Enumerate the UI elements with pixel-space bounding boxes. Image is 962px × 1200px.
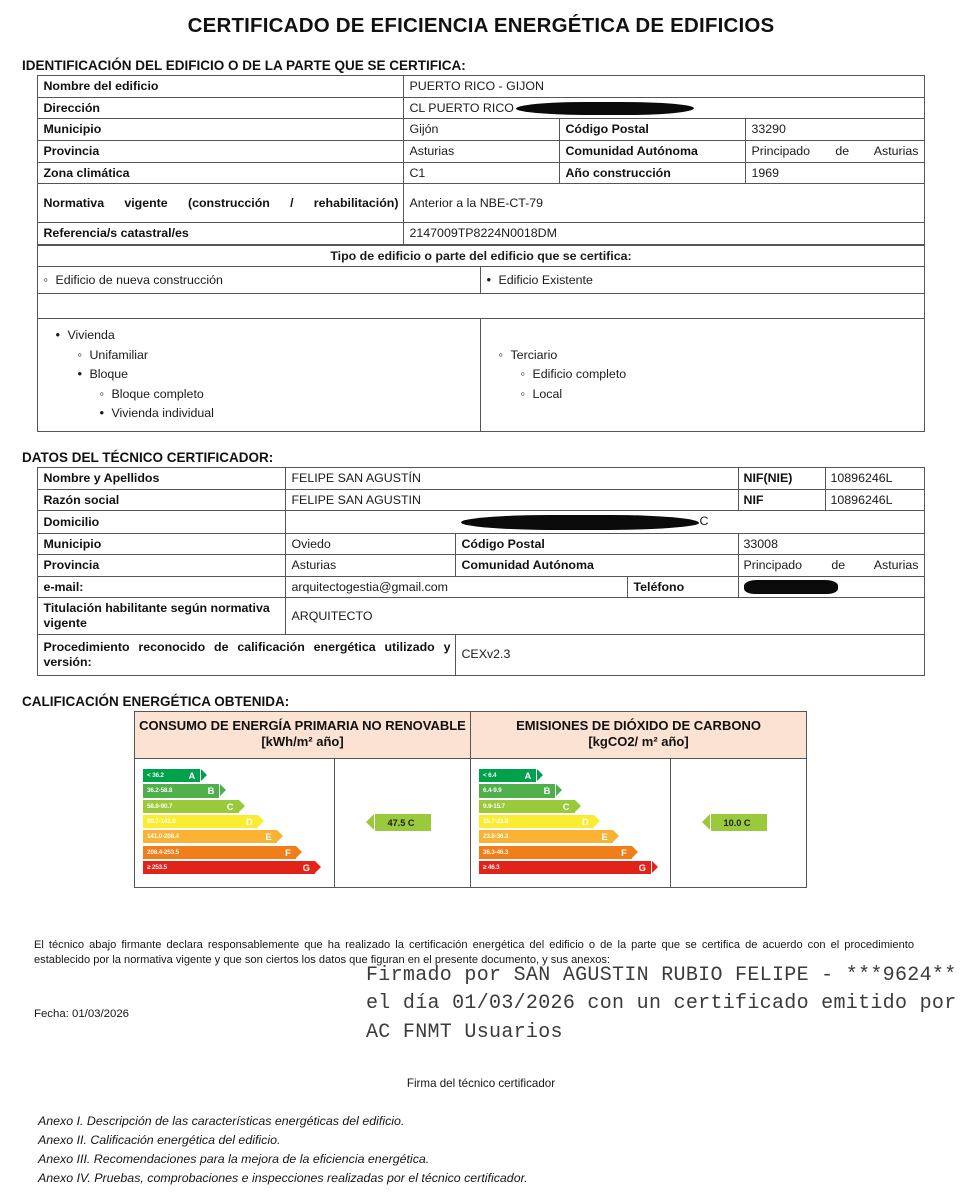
- table-row: [38, 97, 924, 119]
- table-row: [38, 293, 924, 318]
- codigo-postal-value: 33290: [746, 119, 924, 141]
- energy-band-row: [143, 844, 334, 859]
- option-label: Edificio de nueva construcción: [55, 273, 223, 288]
- zona-climatica-label: Zona climática: [38, 162, 404, 184]
- table-row: [38, 598, 924, 634]
- energy-band-row: [143, 799, 334, 814]
- energy-band-letter: C: [562, 800, 570, 812]
- option-label: Unifamiliar: [89, 347, 149, 362]
- energy-band-a: [143, 769, 200, 782]
- tech-municipio-label: Municipio: [38, 533, 286, 555]
- energy-band-row: [479, 799, 670, 814]
- energy-band-row: [479, 783, 670, 798]
- radio-filled-icon: [77, 364, 89, 384]
- energy-band-e: [479, 830, 613, 843]
- energy-band-letter: B: [207, 785, 215, 797]
- radio-empty-icon: [520, 364, 532, 384]
- consumo-title: CONSUMO DE ENERGÍA PRIMARIA NO RENOVABLE: [139, 717, 466, 733]
- declaration-date: Fecha: 01/03/2026: [34, 1008, 129, 1020]
- energy-band-letter: F: [621, 846, 627, 858]
- energy-band-c: [479, 800, 575, 813]
- energy-band-range: 36.3-46.3: [483, 848, 509, 856]
- option-edificio-completo[interactable]: [486, 364, 918, 384]
- list-item: Anexo IV. Pruebas, comprobaciones e inspecciones realizadas por el técnico certificador.: [38, 1170, 528, 1185]
- option-bloque-completo[interactable]: [43, 384, 475, 404]
- emisiones-units: [kgCO2/ m² año]: [588, 734, 689, 750]
- energy-band-c: [143, 800, 239, 813]
- tech-titulacion-value: ARQUITECTO: [286, 598, 924, 634]
- tech-nombre-label: Nombre y Apellidos: [38, 468, 286, 490]
- tech-nif-nie-label: NIF(NIE): [739, 468, 826, 489]
- tech-codigo-postal-value: 33008: [738, 533, 924, 555]
- energy-band-letter: A: [188, 770, 196, 782]
- energy-band-range: 9.9-15.7: [483, 802, 505, 810]
- building-type-title: Tipo de edificio o parte del edificio que se certifica:: [38, 245, 924, 267]
- tech-nif-nie-cell: [738, 468, 924, 490]
- option-label: Vivienda individual: [111, 406, 214, 421]
- consumo-scale-cell: [135, 758, 335, 887]
- declaration-paragraph: El técnico abajo firmante declara responsablemente que ha realizado la certificación energética del edificio o de la parte que se certifica de acuerdo con el procedimiento establecido por la normativa vigente y que son ciertos los datos que figuran en el presente documento, y sus anexos:: [34, 939, 914, 966]
- energy-scale-emisiones: [479, 768, 670, 875]
- option-label: Terciario: [510, 347, 558, 362]
- anio-construccion-value: 1969: [746, 162, 924, 184]
- option-row: [43, 270, 475, 290]
- table-row: [38, 533, 924, 555]
- energy-band-range: ≥ 253.5: [147, 863, 167, 871]
- codigo-postal-label: Código Postal: [560, 119, 746, 141]
- municipio-label: Municipio: [38, 119, 404, 141]
- energy-band-range: 23.8-36.3: [483, 833, 509, 841]
- redaction-bar-direccion: [516, 102, 694, 115]
- radio-empty-icon: [520, 384, 532, 404]
- tech-nif-label: NIF: [739, 490, 826, 511]
- nombre-edificio-value: [404, 76, 924, 98]
- consumo-units: [kWh/m² año]: [261, 734, 344, 750]
- option-label: Edificio completo: [532, 367, 627, 382]
- energy-band-range: 6.4-9.9: [483, 787, 502, 795]
- tech-procedimiento-value: CEXv2.3: [456, 634, 924, 675]
- energy-band-letter: G: [638, 861, 646, 873]
- energy-band-range: ≥ 46.3: [483, 863, 500, 871]
- tech-razon-value: FELIPE SAN AGUSTIN: [286, 489, 738, 511]
- option-edificio-existente[interactable]: [481, 267, 924, 294]
- tech-procedimiento-label: Procedimiento reconocido de calificación energética utilizado y versión:: [38, 634, 456, 675]
- radio-empty-icon: [498, 345, 510, 365]
- digital-signature-text: Firmado por SAN AGUSTIN RUBIO FELIPE - ***9624** el día 01/03/2026 con un certificado emitido por AC FNMT Usuarios: [366, 964, 957, 1044]
- redaction-bar-telefono: [744, 580, 838, 594]
- technician-table: [37, 467, 924, 676]
- list-item: Anexo I. Descripción de las características energéticas del edificio.: [38, 1114, 405, 1128]
- consumo-indicator: [375, 814, 431, 831]
- tech-nombre-value: FELIPE SAN AGUSTÍN: [286, 468, 738, 490]
- provincia-label: Provincia: [38, 140, 404, 162]
- normativa-value: Anterior a la NBE-CT-79: [404, 184, 924, 223]
- emisiones-indicator-cell: [671, 758, 807, 887]
- direccion-label: Dirección: [38, 97, 404, 119]
- tech-domicilio-value: [286, 511, 924, 533]
- energy-band-range: 36.2-58.8: [147, 787, 173, 795]
- table-row: [135, 758, 807, 887]
- comunidad-autonoma-value: Principado de Asturias: [746, 140, 924, 162]
- zona-climatica-value: C1: [404, 162, 560, 184]
- energy-band-letter: B: [543, 785, 551, 797]
- option-row: [486, 270, 918, 290]
- tech-telefono-value: [738, 576, 924, 598]
- building-use-left-column: [38, 318, 481, 431]
- page-title: CERTIFICADO DE EFICIENCIA ENERGÉTICA DE EDIFICIOS: [187, 14, 775, 37]
- consumo-header: [135, 711, 471, 758]
- emisiones-scale-cell: [471, 758, 671, 887]
- energy-band-row: [143, 768, 334, 783]
- option-vivienda-individual[interactable]: [43, 403, 475, 423]
- tech-municipio-value: Oviedo: [286, 533, 456, 555]
- energy-rating-table: [134, 711, 807, 888]
- nombre-edificio-text: PUERTO RICO - GIJON: [409, 79, 544, 93]
- table-row: [38, 318, 924, 431]
- provincia-value: Asturias: [404, 140, 560, 162]
- list-item: Anexo III. Recomendaciones para la mejora de la eficiencia energética.: [38, 1151, 430, 1166]
- radio-filled-icon: [55, 325, 67, 345]
- energy-band-range: 90.7-141.0: [147, 818, 176, 825]
- building-use-right-column: [481, 318, 924, 431]
- spacer-row: [38, 293, 924, 318]
- energy-band-d: [479, 815, 594, 828]
- radio-empty-icon: [99, 384, 111, 404]
- direccion-value: [404, 97, 924, 119]
- table-row: [38, 76, 924, 98]
- tech-nif-nie-value: 10896246L: [825, 468, 924, 489]
- tech-provincia-value: Asturias: [286, 555, 456, 577]
- radio-empty-icon: [77, 345, 89, 365]
- tech-provincia-label: Provincia: [38, 555, 286, 577]
- energy-band-range: < 36.2: [147, 772, 164, 780]
- table-row: [38, 576, 924, 598]
- option-unifamiliar[interactable]: [43, 345, 475, 365]
- table-row: [38, 140, 924, 162]
- energy-band-row: [479, 860, 670, 875]
- option-local[interactable]: [486, 384, 918, 404]
- energy-band-row: [143, 783, 334, 798]
- table-row: [38, 489, 924, 511]
- consumo-indicator-value: 47.5 C: [387, 817, 415, 828]
- radio-filled-icon: [99, 403, 111, 423]
- identification-table: [37, 75, 924, 245]
- table-row: [38, 634, 924, 675]
- energy-band-a: [479, 769, 536, 782]
- energy-scale-consumo: [143, 768, 334, 875]
- energy-band-row: [479, 844, 670, 859]
- table-row: [135, 711, 807, 758]
- energy-band-letter: E: [265, 831, 272, 843]
- table-row: [38, 119, 924, 141]
- emisiones-header: [471, 711, 807, 758]
- anio-construccion-label: Año construcción: [560, 162, 746, 184]
- referencia-catastral-label: Referencia/s catastral/es: [38, 223, 404, 245]
- energy-band-g: [143, 861, 315, 874]
- tech-email-value: arquitectogestia@gmail.com: [286, 576, 628, 598]
- energy-band-range: 58.8-90.7: [147, 802, 173, 810]
- normativa-label: Normativa vigente (construcción / rehabilitación): [38, 184, 404, 223]
- energy-band-row: [479, 814, 670, 829]
- section-heading-technician: DATOS DEL TÉCNICO CERTIFICADOR:: [22, 450, 274, 466]
- table-row: [38, 223, 924, 245]
- energy-band-range: 141.0-208.4: [147, 833, 179, 841]
- table-row: [38, 555, 924, 577]
- energy-band-range: 208.4-253.5: [147, 848, 179, 856]
- energy-band-row: [479, 768, 670, 783]
- option-label: Bloque completo: [111, 386, 204, 401]
- energy-band-f: [479, 846, 632, 859]
- tech-codigo-postal-label: Código Postal: [456, 533, 738, 555]
- tech-telefono-label: Teléfono: [628, 576, 738, 598]
- building-type-table: [37, 245, 924, 432]
- option-label: Vivienda: [67, 327, 115, 342]
- energy-band-letter: D: [245, 816, 253, 827]
- table-row: [38, 267, 924, 294]
- tech-razon-label: Razón social: [38, 489, 286, 511]
- radio-filled-icon: [486, 270, 498, 290]
- option-bloque[interactable]: [43, 364, 475, 384]
- energy-band-range: 15.7-23.8: [483, 818, 509, 825]
- energy-band-g: [479, 861, 651, 874]
- signature-caption: Firma del técnico certificador: [406, 1077, 556, 1090]
- energy-band-letter: E: [601, 831, 608, 843]
- tech-titulacion-label: Titulación habilitante según normativa vigente: [38, 598, 286, 634]
- energy-band-row: [479, 829, 670, 844]
- table-row: [38, 184, 924, 223]
- consumo-indicator-cell: [335, 758, 471, 887]
- tech-comunidad-label: Comunidad Autónoma: [456, 555, 738, 577]
- energy-band-e: [143, 830, 277, 843]
- list-item: Anexo II. Calificación energética del edificio.: [38, 1132, 281, 1147]
- comunidad-autonoma-label: Comunidad Autónoma: [560, 140, 746, 162]
- indicator-wrap: [336, 814, 469, 831]
- emisiones-indicator: [711, 814, 767, 831]
- energy-band-row: [143, 860, 334, 875]
- redaction-bar-domicilio: [461, 515, 699, 530]
- municipio-value: Gijón: [404, 119, 560, 141]
- energy-band-row: [143, 829, 334, 844]
- radio-empty-icon: [43, 270, 55, 290]
- energy-band-b: [143, 784, 219, 797]
- energy-band-letter: A: [524, 770, 532, 782]
- energy-band-d: [143, 815, 258, 828]
- direccion-text: CL PUERTO RICO: [409, 100, 514, 115]
- table-row: [38, 245, 924, 267]
- section-heading-identification: IDENTIFICACIÓN DEL EDIFICIO O DE LA PARTE QUE SE CERTIFICA:: [22, 58, 466, 73]
- annexes-list: [38, 1112, 528, 1187]
- tech-email-label: e-mail:: [38, 576, 286, 598]
- nombre-edificio-label: Nombre del edificio: [38, 76, 404, 98]
- energy-band-b: [479, 784, 555, 797]
- energy-band-letter: F: [285, 846, 291, 858]
- indicator-wrap: [672, 814, 805, 831]
- table-row: [38, 162, 924, 184]
- energy-band-f: [143, 846, 296, 859]
- tech-comunidad-value: Principado de Asturias: [738, 555, 924, 577]
- option-label: Bloque: [89, 367, 129, 382]
- tech-nif-value: 10896246L: [825, 490, 924, 511]
- energy-band-letter: C: [226, 800, 234, 812]
- option-nueva-construccion[interactable]: [38, 267, 481, 294]
- energy-band-row: [143, 814, 334, 829]
- emisiones-title: EMISIONES DE DIÓXIDO DE CARBONO: [516, 717, 761, 733]
- section-heading-rating: CALIFICACIÓN ENERGÉTICA OBTENIDA:: [22, 693, 290, 709]
- referencia-catastral-value: 2147009TP8224N0018DM: [404, 223, 924, 245]
- tech-nif-cell: [738, 489, 924, 511]
- table-row: [38, 468, 924, 490]
- tech-domicilio-text: C: [699, 514, 709, 529]
- option-label: Edificio Existente: [498, 273, 593, 288]
- option-label: Local: [532, 386, 563, 401]
- energy-band-range: < 6.4: [483, 772, 497, 780]
- energy-band-letter: D: [581, 816, 589, 827]
- emisiones-indicator-value: 10.0 C: [723, 817, 751, 828]
- tech-domicilio-label: Domicilio: [38, 511, 286, 533]
- option-terciario[interactable]: [486, 345, 918, 365]
- table-row: [38, 511, 924, 533]
- energy-band-letter: G: [302, 861, 310, 873]
- option-vivienda[interactable]: [43, 325, 475, 345]
